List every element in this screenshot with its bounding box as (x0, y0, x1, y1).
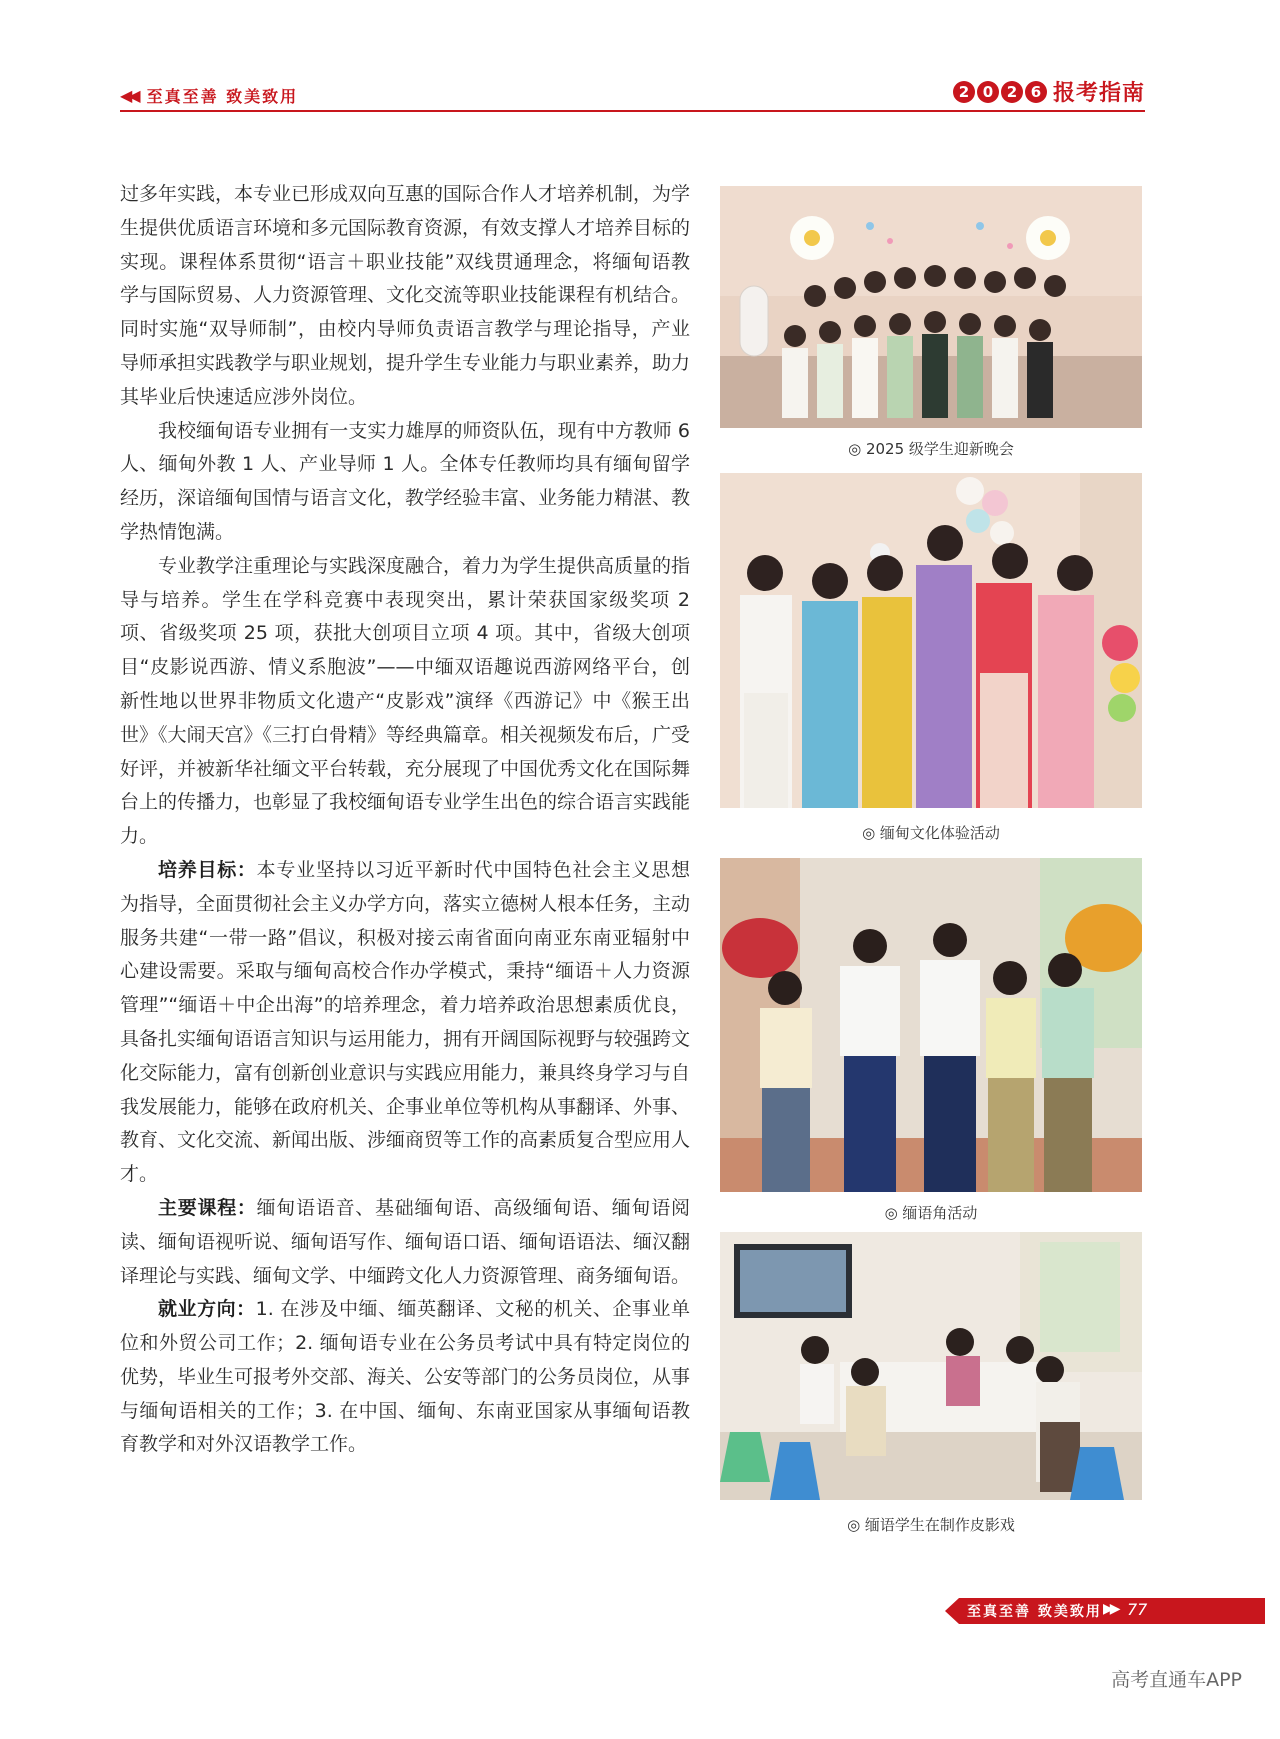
course-label: 主要课程： (158, 1196, 257, 1219)
paragraph-3: 专业教学注重理论与实践深度融合，着力为学生提供高质量的指导与培养。学生在学科竞赛中表现突出，累计荣获国家级奖项 2 项、省级奖项 25 项，获批大创项目立项 4 项。其中，省级大创项目“皮影说西游、情义系胞波”——中缅双语趣说西游网络平台，创新性地以世界非物质文化遗产“皮影戏”演绎《西游记》中《猴王出世》《大闹天宫》《三打白骨精》等经典篇章。相关视频发布后，广受好评，并被新华社缅文平台转载，充分展现了中国优秀文化在国际舞台上的传播力，也彰显了我校缅甸语专业学生出色的综合语言实践能力。 (120, 554, 691, 848)
paragraph-goal (120, 854, 690, 1192)
header-guide-title: 报考指南 (1052, 81, 1145, 106)
culture-experience-image (720, 473, 1142, 808)
header-motto-group (120, 84, 298, 107)
caption-culture-experience: ◎ 缅甸文化体验活动 (862, 824, 1000, 842)
page-header (120, 80, 1145, 114)
course-text: 缅甸语语音、基础缅甸语、高级缅甸语、缅甸语阅读、缅甸语视听说、缅甸语写作、缅甸语口语、缅甸语语法、缅汉翻译理论与实践、缅甸文学、中缅跨文化人力资源管理、商务缅甸语。 (120, 1196, 691, 1287)
header-title-group (953, 76, 1145, 107)
page-number: 77 (1127, 1600, 1148, 1619)
language-corner-image (720, 858, 1142, 1192)
paragraph-2: 我校缅甸语专业拥有一支实力雄厚的师资队伍，现有中方教师 6 人、缅甸外教 1 人、产业导师 1 人。全体专任教师均具有缅甸留学经历，深谙缅甸国情与语言文化，教学经验丰富、业务能力精湛、教学热情饱满。 (120, 419, 691, 543)
paragraph-1: 过多年实践，本专业已形成双向互惠的国际合作人才培养机制，为学生提供优质语言环境和多元国际教育资源，有效支撑人才培养目标的实现。课程体系贯彻“语言＋职业技能”双线贯通理念，将缅甸语教学与国际贸易、人力资源管理、文化交流等职业技能课程有机结合。同时实施“双导师制”，由校内导师负责语言教学与理论指导，产业导师承担实践教学与职业规划，提升学生专业能力与职业素养，助力其毕业后快速适应涉外岗位。 (120, 183, 691, 408)
header-rule (120, 110, 1145, 112)
welcome-party-image (720, 186, 1142, 428)
paragraph-jobs (120, 1293, 690, 1462)
year-digit: 2 (1001, 81, 1023, 103)
header-motto: 至真至善 致美致用 (146, 87, 299, 106)
paragraph-courses (120, 1192, 690, 1293)
job-label: 就业方向： (158, 1298, 256, 1321)
caption-language-corner: ◎ 缅语角活动 (884, 1204, 978, 1222)
shadow-puppet-image (720, 1232, 1142, 1500)
year-badge (953, 81, 1047, 103)
goal-label: 培养目标： (158, 858, 257, 881)
article-body (120, 178, 690, 1462)
job-text: 1. 在涉及中缅、缅英翻译、文秘的机关、企事业单位和外贸公司工作；2. 缅甸语专业在公务员考试中具有特定岗位的优势，毕业生可报考外交部、海关、公安等部门的公务员岗位，从事与缅甸语相关的工作；3. 在中国、缅甸、东南亚国家从事缅甸语教育教学和对外汉语教学工作。 (120, 1298, 691, 1456)
year-digit: 2 (953, 81, 975, 103)
caption-welcome-party: ◎ 2025 级学生迎新晚会 (848, 440, 1014, 458)
caption-shadow-puppet: ◎ 缅语学生在制作皮影戏 (847, 1516, 1015, 1534)
double-chevron-right-icon: ▶▶ (1103, 1601, 1117, 1617)
app-watermark: 高考直通车APP (1111, 1669, 1242, 1691)
double-chevron-left-icon: ◀◀ (120, 86, 137, 105)
year-digit: 6 (1025, 81, 1047, 103)
photo-culture-experience (720, 473, 1142, 808)
photo-language-corner (720, 858, 1142, 1192)
photo-shadow-puppet (720, 1232, 1142, 1500)
photo-welcome-party (720, 186, 1142, 428)
page-footer (945, 1598, 1265, 1624)
year-digit: 0 (977, 81, 999, 103)
footer-motto: 至真至善 致美致用 (967, 1604, 1102, 1620)
goal-text: 本专业坚持以习近平新时代中国特色社会主义思想为指导，全面贯彻社会主义办学方向，落实立德树人根本任务，主动服务共建“一带一路”倡议，积极对接云南省面向南亚东南亚辐射中心建设需要。采取与缅甸高校合作办学模式，秉持“缅语＋人力资源管理”“缅语＋中企出海”的培养理念，着力培养政治思想素质优良，具备扎实缅甸语语言知识与运用能力，拥有开阔国际视野与较强跨文化交际能力，富有创新创业意识与实践应用能力，兼具终身学习与自我发展能力，能够在政府机关、企事业单位等机构从事翻译、外事、教育、文化交流、新闻出版、涉缅商贸等工作的高素质复合型应用人才。 (120, 858, 691, 1186)
